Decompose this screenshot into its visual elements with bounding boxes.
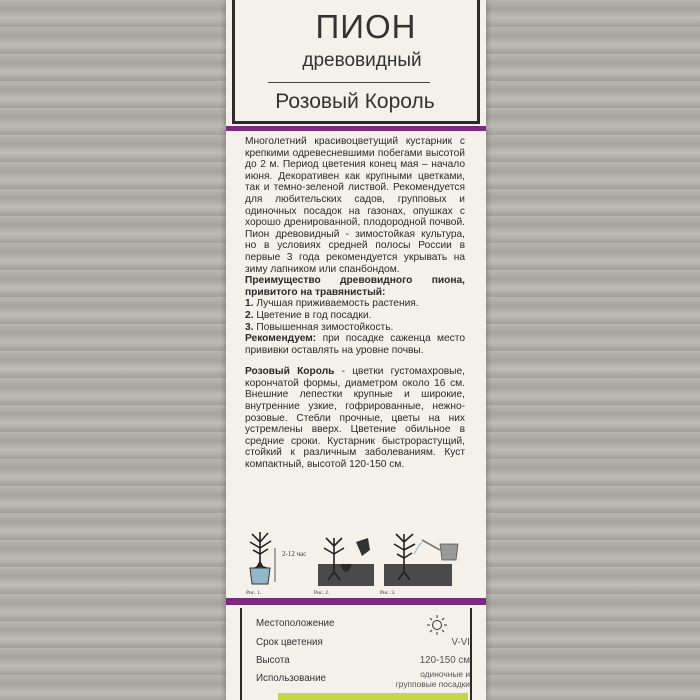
recommendation: Рекомендуем: при посадке саженца место прививки оставлять на уровне почвы.: [245, 333, 465, 356]
soil-icon-2: [384, 564, 452, 586]
shovel-icon: [356, 538, 370, 556]
fig1-caption: Рис. 1.: [246, 590, 262, 596]
product-subtitle: древовидный: [302, 50, 422, 71]
bucket-icon: [250, 568, 270, 584]
advantage-item-2: 2. Цветение в год посадки.: [245, 309, 372, 321]
variety-name: Розовый Король: [275, 90, 435, 113]
green-info-strip: [278, 693, 468, 700]
planting-illustrations: [244, 528, 464, 598]
intro-paragraph: Многолетний красивоцветущий кустарник с крепкими одревесневшими побегами высотой до 2 м. Период цветения конец мая – начало июня. Декоративен как крупными цветками, так и темно-зеленой листвой. Рекомендуется для любительских садов, групповых и одиночных посадок на газонах, опушках с хорошо дренированной, плодородной почвой. Пион древовидный - зимостойкая культура, но в условиях средней полосы России в первые 3 года рекомендуется укрывать на зиму лапником или спанбондом.: [245, 136, 465, 275]
advantage-item-1: 1. Лучшая приживаемость растения.: [245, 298, 419, 310]
description-text: [245, 136, 465, 471]
watering-can-icon: [414, 540, 458, 560]
usage-value-line2: групповые посадки: [395, 679, 470, 689]
title-divider: [268, 82, 430, 83]
usage-value-line1: одиночные и: [420, 669, 470, 679]
location-label: Местоположение: [256, 618, 335, 629]
accent-band-middle: [226, 598, 486, 605]
advantage-item-3: 3. Повышенная зимостойкость.: [245, 321, 394, 333]
accent-band-top: [226, 126, 486, 131]
variety-description: Розовый Король - цветки густомахровые, корончатой формы, диаметром около 16 см. Внешние лепестки крупные и широкие, внутренние узкие, гофрированные, нежно-розовые. Стебли прочные, цветы на них устремлены вверх. Цветение обильное в средние сроки. Кустарник быстрорастущий, стойкий к различным заболеваниям. Куст компактный, высотой 120-150 см.: [245, 366, 465, 471]
fig3-caption: Рис. 3.: [380, 590, 396, 596]
usage-label: Использование: [256, 673, 327, 684]
product-title: ПИОН: [315, 8, 417, 45]
bloom-period-label: Срок цветения: [256, 637, 323, 648]
height-value: 120-150 см: [419, 655, 470, 666]
fig2-caption: Рис. 2.: [314, 590, 330, 596]
wood-background-right: [486, 0, 700, 700]
wood-background-left: [0, 0, 226, 700]
advantages-heading: Преимущество древовидного пиона, привитого на травянистый:: [245, 275, 465, 298]
height-label: Высота: [256, 655, 290, 666]
bloom-period-value: V-VI: [451, 637, 470, 648]
soak-time-label: 2-12 час: [282, 550, 307, 558]
sun-icon: [426, 614, 448, 636]
